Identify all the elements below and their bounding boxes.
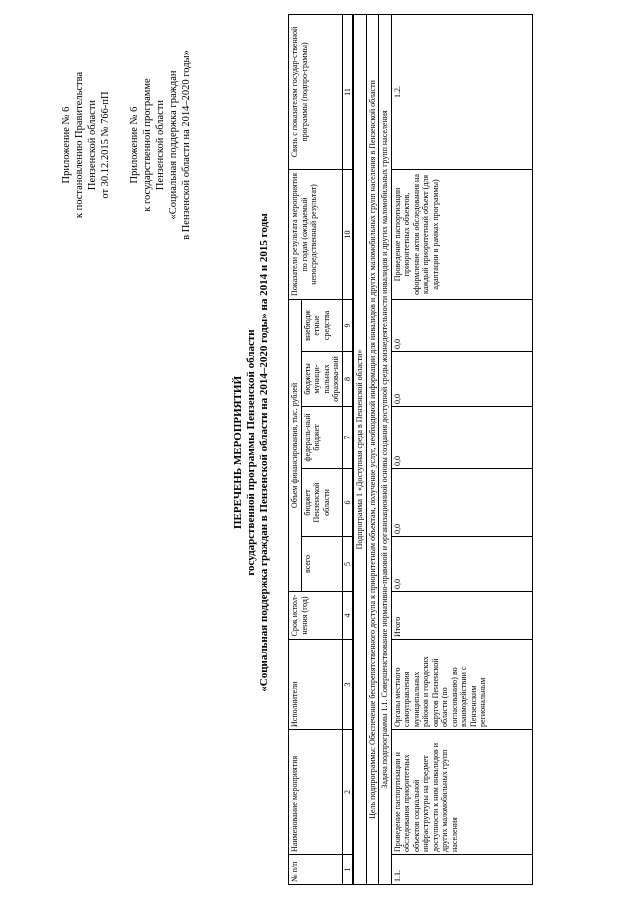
- row-num: 1.1.: [391, 855, 532, 885]
- appendix-line: к постановлению Правительства: [74, 71, 85, 219]
- col-number: 5: [342, 537, 353, 592]
- appendix-header-resolution: [60, 20, 112, 270]
- subprogram-goal: Цель подпрограммы: Обеспечение беспрепятственного доступа к приоритетным объектам, получение услуг, необходимой информации для инвалидов и других маломобильных групп населения в Пензенской области: [366, 14, 379, 884]
- appendix-line: «Социальная поддержка граждан: [168, 70, 179, 220]
- col-number: 2: [342, 730, 353, 855]
- task-row: [379, 14, 392, 884]
- col-number: 10: [342, 169, 353, 299]
- measures-table: [288, 14, 533, 885]
- header-total: всего: [301, 537, 342, 592]
- row-regional: 0,0: [391, 469, 532, 537]
- title-line-3: «Социальная поддержка граждан в Пензенской области на 2014–2020 годы» на 2014 и 2015 годы: [258, 213, 270, 692]
- row-link: 1.2.: [391, 14, 532, 169]
- row-name: Проведение паспортизации и обследования приоритетных объектов социальной инфраструктуры на предмет доступности к ним инвалидов и других маломобильных групп населения: [391, 730, 532, 855]
- header-name: Наименование мероприятия: [289, 730, 343, 855]
- row-term: Итого: [391, 592, 532, 640]
- header-executors: Исполнители: [289, 640, 343, 730]
- header-link: Связь с показателям госудap-ственной программы (подпро-граммы): [289, 14, 343, 169]
- row-executors: Органы местного самоуправления муниципальных районов и городских округов Пензенской области (по согласованию) во взаимодействии с Пензенским региональным: [391, 640, 532, 730]
- table-header-row: [289, 14, 302, 884]
- header-term: Срок испол-нения (год): [289, 592, 343, 640]
- subprogram-row: [353, 14, 366, 884]
- subprogram-title: Подпрограмма 1 «Доступная среда в Пензенской области»: [353, 14, 366, 884]
- col-number: 7: [342, 407, 353, 469]
- appendix-line: Пензенской области: [155, 99, 166, 191]
- row-extra: 0,0: [391, 299, 532, 351]
- row-total: 0,0: [391, 537, 532, 592]
- appendix-line: Приложение № 6: [129, 106, 140, 184]
- row-indicators: Проведение паспортизации приоритетных объектов, оформление актов обследования на каждый приоритетный объект (для адаптации в рамках программы): [391, 169, 532, 299]
- col-number: 11: [342, 14, 353, 169]
- appendix-line: в Пензенской области на 2014–2020 годы»: [181, 50, 192, 240]
- appendix-line: к государственной программе: [142, 78, 153, 212]
- col-number: 3: [342, 640, 353, 730]
- appendix-line: от 30.12.2015 № 766-пП: [100, 91, 111, 199]
- title-line-1: ПЕРЕЧЕНЬ МЕРОПРИЯТИЙ: [232, 375, 244, 530]
- row-federal: 0,0: [391, 407, 532, 469]
- col-number: 4: [342, 592, 353, 640]
- appendix-line: Пензенской области: [87, 99, 98, 191]
- header-num: № п/п: [289, 855, 343, 885]
- header-municipal: бюджеты муници-пальных образова-ний: [301, 352, 342, 407]
- column-number-row: [342, 14, 353, 884]
- appendix-line: Приложение № 6: [61, 106, 72, 184]
- goal-row: [366, 14, 379, 884]
- appendix-header-program: [128, 20, 193, 270]
- row-municipal: 0,0: [391, 352, 532, 407]
- header-extra: внебюдж етные средства: [301, 299, 342, 351]
- header-indicators: Показатели результата мероприятия по годам (ожидаемый непосредственный результат): [289, 169, 343, 299]
- header-regional: бюджет Пензенской области: [301, 469, 342, 537]
- col-number: 9: [342, 299, 353, 351]
- col-number: 8: [342, 352, 353, 407]
- col-number: 1: [342, 855, 353, 885]
- subprogram-task: Задача подпрограммы 1.1. Совершенствование нормативно-правовой и организационной основы создания доступной среды жизнедеятельности инвалидов и других маломобильных групп населения: [379, 14, 392, 884]
- header-funding: Объем финансирования, тыс. рублей: [289, 299, 302, 591]
- header-federal: федераль-ный бюджет: [301, 407, 342, 469]
- document-title: [232, 0, 271, 905]
- title-line-2: государственной программы Пензенской области: [245, 329, 257, 576]
- col-number: 6: [342, 469, 353, 537]
- table-row: [391, 14, 532, 884]
